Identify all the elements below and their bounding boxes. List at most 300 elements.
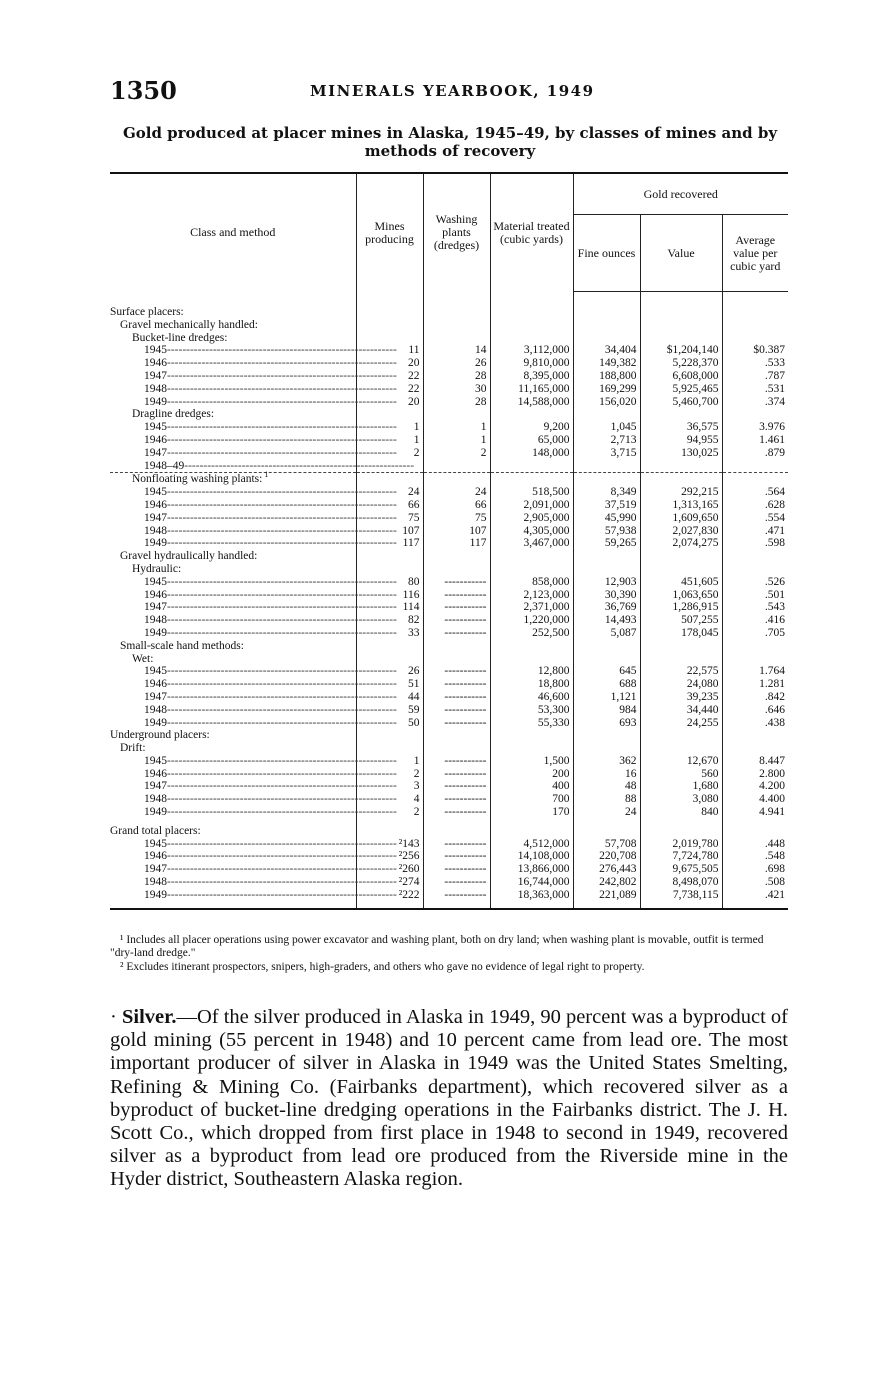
row-label: 1946------------------------------------------------------------ (144, 678, 397, 691)
row-label: 1948–49------------------------------------------------------------ (110, 460, 356, 473)
table-cell: 1,313,165 (640, 499, 722, 512)
table-cell: 1,063,650 (640, 589, 722, 602)
row-label: Bucket-line dredges: (132, 331, 228, 344)
table-cell: 858,000 (490, 576, 573, 589)
table-cell: 1.764 (722, 665, 788, 678)
table-row (110, 473, 788, 486)
table-cell: 700 (490, 793, 573, 806)
table-cell (490, 653, 573, 666)
table-cell: .448 (722, 838, 788, 851)
table-row (110, 742, 788, 755)
table-cell (356, 408, 423, 421)
table-cell: 221,089 (573, 889, 640, 902)
table-cell (722, 563, 788, 576)
table-cell: 8.447 (722, 755, 788, 768)
table-cell: 107 (423, 525, 490, 538)
table-cell: 36,575 (640, 421, 722, 434)
row-label: 1948------------------------------------------------------------ (144, 793, 397, 806)
table-cell (640, 473, 722, 486)
table-cell: $1,204,140 (640, 344, 722, 357)
silver-paragraph: · Silver.—Of the silver produced in Alaska in 1949, 90 percent was a byproduct of gold mining (55 percent in 1948) and 10 percent came from lead ore. The most important producer of silver in Alaska in 1949 was the United States Smelting, Refining & Mining Co. (Fairbanks department), which recovered silver as a byproduct of bucket-line dredging operations in the Fairbanks district. The J. H. Scott Co., which dropped from first place in 1948 to second in 1949, recovered silver as a byproduct from lead ore produced from the Riverside mine in the Hyder district, Southeastern Alaska region. (110, 1006, 788, 1191)
table-cell: 5,925,465 (640, 383, 722, 396)
table-cell (490, 332, 573, 345)
table-cell: .501 (722, 589, 788, 602)
table-row (110, 306, 788, 319)
table-cell: .646 (722, 704, 788, 717)
table-cell (423, 563, 490, 576)
table-cell: 51 (356, 678, 423, 691)
table-cell (490, 640, 573, 653)
table-cell (640, 306, 722, 319)
table-cell (573, 332, 640, 345)
table-cell (573, 563, 640, 576)
table-row (110, 780, 788, 793)
table-cell (356, 473, 423, 486)
table-cell: 645 (573, 665, 640, 678)
table-cell: .879 (722, 447, 788, 460)
table-row (110, 653, 788, 666)
table-cell: .531 (722, 383, 788, 396)
table-cell (722, 319, 788, 332)
table-cell (573, 742, 640, 755)
table-cell: $0.387 (722, 344, 788, 357)
table-cell (423, 408, 490, 421)
table-cell (640, 640, 722, 653)
table-cell: 4.200 (722, 780, 788, 793)
row-label: Hydraulic: (132, 562, 182, 575)
table-cell: 9,675,505 (640, 863, 722, 876)
row-label: 1947------------------------------------------------------------ (144, 511, 397, 524)
table-cell (423, 460, 490, 473)
table-cell: .787 (722, 370, 788, 383)
table-cell: 88 (573, 793, 640, 806)
table-cell: .471 (722, 525, 788, 538)
table-cell: 170 (490, 806, 573, 819)
table-cell: 82 (356, 614, 423, 627)
table-cell: 14 (423, 344, 490, 357)
table-cell: ----------- (423, 793, 490, 806)
table-cell: 59,265 (573, 537, 640, 550)
row-label: 1947------------------------------------------------------------ (144, 780, 397, 793)
row-label: Nonfloating washing plants: $^1$ (132, 470, 269, 486)
table-cell: 169,299 (573, 383, 640, 396)
row-label: 1947------------------------------------------------------------ (144, 601, 397, 614)
table-cell: ²143 (356, 838, 423, 851)
table-cell (573, 408, 640, 421)
table-cell (490, 729, 573, 742)
row-label: 1948------------------------------------------------------------ (144, 703, 397, 716)
table-row (110, 408, 788, 421)
row-label: Dragline dredges: (132, 408, 215, 421)
table-cell: 22 (356, 383, 423, 396)
table-body (110, 292, 788, 909)
table-row (110, 793, 788, 806)
table-cell: 12,670 (640, 755, 722, 768)
table-cell: .374 (722, 396, 788, 409)
table-cell: .421 (722, 889, 788, 902)
table-cell: .628 (722, 499, 788, 512)
table-cell: 26 (356, 665, 423, 678)
table-cell: 276,443 (573, 863, 640, 876)
table-cell: 149,382 (573, 357, 640, 370)
table-cell (640, 742, 722, 755)
table-cell (573, 473, 640, 486)
table-cell: 1 (356, 421, 423, 434)
table-cell: ----------- (423, 614, 490, 627)
table-cell (640, 460, 722, 473)
table-cell (722, 408, 788, 421)
running-title: MINERALS YEARBOOK, 1949 (310, 82, 595, 100)
table-cell: 2 (423, 447, 490, 460)
table-row (110, 563, 788, 576)
table-cell (356, 825, 423, 838)
table-cell: 16 (573, 768, 640, 781)
table-cell: 50 (356, 717, 423, 730)
table-cell: 840 (640, 806, 722, 819)
table-cell: 688 (573, 678, 640, 691)
table-row (110, 717, 788, 730)
table-row (110, 678, 788, 691)
table-cell: 14,493 (573, 614, 640, 627)
row-label: 1945------------------------------------------------------------ (144, 665, 397, 678)
table-cell: 22,575 (640, 665, 722, 678)
table-cell: 362 (573, 755, 640, 768)
table-row (110, 838, 788, 851)
table-cell: 59 (356, 704, 423, 717)
table-cell: 116 (356, 589, 423, 602)
row-label: 1949------------------------------------------------------------ (144, 806, 397, 819)
table-row (110, 665, 788, 678)
table-cell: 188,800 (573, 370, 640, 383)
table-row (110, 550, 788, 563)
table-cell: 2,713 (573, 434, 640, 447)
table-cell: 2,371,000 (490, 601, 573, 614)
table-cell (640, 408, 722, 421)
table-row (110, 806, 788, 819)
table-cell: ----------- (423, 780, 490, 793)
table-cell: ----------- (423, 889, 490, 902)
row-label: Underground placers: (110, 729, 210, 742)
table-cell (490, 306, 573, 319)
table-cell (490, 319, 573, 332)
table-cell: 75 (423, 512, 490, 525)
table-cell: 3,080 (640, 793, 722, 806)
table-cell: 3,467,000 (490, 537, 573, 550)
row-label: 1949------------------------------------------------------------ (144, 395, 397, 408)
row-label: Drift: (120, 742, 146, 755)
table-cell: 24 (573, 806, 640, 819)
row-label: 1946------------------------------------------------------------ (144, 433, 397, 446)
col-header-mines: Mines producing (356, 173, 423, 292)
table-row (110, 512, 788, 525)
row-label: Surface placers: (110, 306, 184, 318)
col-header-washing: Washing plants (dredges) (423, 173, 490, 292)
table-cell: 39,235 (640, 691, 722, 704)
table-cell: 4.941 (722, 806, 788, 819)
row-label: 1945------------------------------------------------------------ (144, 575, 397, 588)
row-label: 1947------------------------------------------------------------ (144, 863, 397, 876)
table-cell: 24,255 (640, 717, 722, 730)
table-row (110, 627, 788, 640)
table-cell: 44 (356, 691, 423, 704)
table-cell: 57,708 (573, 838, 640, 851)
table-cell: 2,123,000 (490, 589, 573, 602)
table-cell: 8,349 (573, 486, 640, 499)
table-row (110, 499, 788, 512)
table-cell: 3,112,000 (490, 344, 573, 357)
table-cell (640, 332, 722, 345)
table-cell: ----------- (423, 691, 490, 704)
table-cell: .533 (722, 357, 788, 370)
table-cell: 66 (356, 499, 423, 512)
table-cell (423, 742, 490, 755)
table-cell: 5,228,370 (640, 357, 722, 370)
table-cell (573, 653, 640, 666)
table-cell: 1.461 (722, 434, 788, 447)
table-cell: 55,330 (490, 717, 573, 730)
table-row (110, 850, 788, 863)
table-cell (573, 460, 640, 473)
table-cell: 1,680 (640, 780, 722, 793)
table-cell: ----------- (423, 589, 490, 602)
table-cell: 1 (356, 434, 423, 447)
table-cell (640, 825, 722, 838)
table-cell (356, 653, 423, 666)
table-row (110, 319, 788, 332)
table-cell: 117 (423, 537, 490, 550)
table-cell (356, 640, 423, 653)
table-cell: 20 (356, 357, 423, 370)
table-cell: ----------- (423, 576, 490, 589)
table-cell: 1,609,650 (640, 512, 722, 525)
table-cell: 11,165,000 (490, 383, 573, 396)
table-cell: 14,108,000 (490, 850, 573, 863)
table-row (110, 460, 788, 473)
table-cell (423, 306, 490, 319)
table-cell (356, 319, 423, 332)
table-cell: 220,708 (573, 850, 640, 863)
table-cell (573, 319, 640, 332)
row-label: 1947------------------------------------------------------------ (144, 690, 397, 703)
table-row (110, 876, 788, 889)
row-label: 1946------------------------------------------------------------ (144, 588, 397, 601)
table-cell (423, 332, 490, 345)
table-cell: 984 (573, 704, 640, 717)
row-label: Wet: (132, 652, 154, 665)
row-label: 1949------------------------------------------------------------ (144, 888, 397, 901)
table-cell (640, 653, 722, 666)
table-cell: 560 (640, 768, 722, 781)
table-cell: ----------- (423, 863, 490, 876)
table-cell (490, 825, 573, 838)
table-cell: 4 (356, 793, 423, 806)
table-cell: 117 (356, 537, 423, 550)
table-cell (423, 319, 490, 332)
table-cell: 22 (356, 370, 423, 383)
table-cell: .564 (722, 486, 788, 499)
table-cell: 130,025 (640, 447, 722, 460)
table-cell (573, 640, 640, 653)
paragraph-text: —Of the silver produced in Alaska in 1949, 90 percent was a byproduct of gold mining (55 percent in 1948) and 10 percent came from lead ore. The most important producer of silver in Alaska in 1949 was the United States Smelting, Refining & Mining Co. (Fairbanks department), which recovered silver as a byproduct of bucket-line dredging operations in the Fairbanks district. The J. H. Scott Co., which dropped from first place in 1948 to second in 1949, recovered silver as a byproduct from lead ore produced from the Riverside mine in the Hyder district, Southeastern Alaska region. (110, 1006, 788, 1191)
table-cell: 8,498,070 (640, 876, 722, 889)
table-row (110, 383, 788, 396)
row-label: 1949------------------------------------------------------------ (144, 626, 397, 639)
table-cell: ----------- (423, 665, 490, 678)
table-cell: 2,019,780 (640, 838, 722, 851)
table-cell: 28 (423, 370, 490, 383)
footnotes (110, 934, 788, 975)
table-cell: 28 (423, 396, 490, 409)
table-cell: ²274 (356, 876, 423, 889)
table-cell: 507,255 (640, 614, 722, 627)
table-row (110, 486, 788, 499)
table-cell: 16,744,000 (490, 876, 573, 889)
table-cell: 518,500 (490, 486, 573, 499)
table-cell: 1,220,000 (490, 614, 573, 627)
table-cell: 11 (356, 344, 423, 357)
table-cell: 24 (423, 486, 490, 499)
table-cell (356, 742, 423, 755)
table-cell (640, 550, 722, 563)
table-cell: 75 (356, 512, 423, 525)
table-cell: 1,286,915 (640, 601, 722, 614)
table-cell: ----------- (423, 627, 490, 640)
table-cell: 34,440 (640, 704, 722, 717)
row-label: 1946------------------------------------------------------------ (144, 357, 397, 370)
table-cell (640, 563, 722, 576)
table-cell: 24,080 (640, 678, 722, 691)
table-cell (722, 729, 788, 742)
table-cell (423, 825, 490, 838)
table-cell: 18,800 (490, 678, 573, 691)
table-cell (722, 550, 788, 563)
table-cell (423, 640, 490, 653)
table-cell: 2 (356, 806, 423, 819)
table-cell: 34,404 (573, 344, 640, 357)
table-row (110, 825, 788, 838)
row-label: 1945------------------------------------------------------------ (144, 754, 397, 767)
table-title: Gold produced at placer mines in Alaska, 1945–49, by classes of mines and by methods of recovery (122, 124, 778, 160)
table-cell: 45,990 (573, 512, 640, 525)
row-label: 1945------------------------------------------------------------ (144, 486, 397, 499)
table-bottom-rule (110, 902, 788, 909)
col-header-material: Material treated (cubic yards) (490, 173, 573, 292)
table-cell: 114 (356, 601, 423, 614)
table-cell: 5,460,700 (640, 396, 722, 409)
table-row (110, 691, 788, 704)
table-cell: 451,605 (640, 576, 722, 589)
table-cell: 14,588,000 (490, 396, 573, 409)
table-cell: .543 (722, 601, 788, 614)
row-label: 1945------------------------------------------------------------ (144, 421, 397, 434)
row-label: 1948------------------------------------------------------------ (144, 524, 397, 537)
table-cell: .548 (722, 850, 788, 863)
table-cell: ----------- (423, 717, 490, 730)
row-label: 1945------------------------------------------------------------ (144, 344, 397, 357)
table-cell: 8,395,000 (490, 370, 573, 383)
table-cell: 3,715 (573, 447, 640, 460)
table-cell: 46,600 (490, 691, 573, 704)
table-cell: 12,903 (573, 576, 640, 589)
table-cell: .705 (722, 627, 788, 640)
table-row (110, 576, 788, 589)
row-label: 1949------------------------------------------------------------ (144, 716, 397, 729)
table-cell: ----------- (423, 678, 490, 691)
table-cell (573, 729, 640, 742)
table-cell: .598 (722, 537, 788, 550)
table-cell (356, 550, 423, 563)
row-label: 1946------------------------------------------------------------ (144, 850, 397, 863)
table-cell (722, 653, 788, 666)
table-cell: .438 (722, 717, 788, 730)
table-cell: 693 (573, 717, 640, 730)
table-row (110, 640, 788, 653)
table-cell: 57,938 (573, 525, 640, 538)
table-cell: ----------- (423, 768, 490, 781)
table-cell: 242,802 (573, 876, 640, 889)
table-cell: 1,045 (573, 421, 640, 434)
table-cell (722, 640, 788, 653)
table-cell: .416 (722, 614, 788, 627)
table-cell: 6,608,000 (640, 370, 722, 383)
table-cell: 148,000 (490, 447, 573, 460)
row-label: Grand total placers: (110, 824, 201, 837)
table-cell (490, 408, 573, 421)
table-cell: ²260 (356, 863, 423, 876)
table-row (110, 863, 788, 876)
col-header-class: Class and method (190, 225, 276, 240)
table-cell: .554 (722, 512, 788, 525)
table-cell: ----------- (423, 838, 490, 851)
table-cell (640, 319, 722, 332)
col-header-fine-ounces: Fine ounces (573, 215, 640, 292)
row-label: 1948------------------------------------------------------------ (144, 876, 397, 889)
row-label: 1946------------------------------------------------------------ (144, 498, 397, 511)
table-cell (423, 473, 490, 486)
table-row (110, 447, 788, 460)
table-cell: 24 (356, 486, 423, 499)
table-cell: 1,500 (490, 755, 573, 768)
row-label: 1948------------------------------------------------------------ (144, 614, 397, 627)
table-cell: 107 (356, 525, 423, 538)
table-cell: 4,305,000 (490, 525, 573, 538)
table-row (110, 357, 788, 370)
table-cell: 7,738,115 (640, 889, 722, 902)
table-cell (490, 742, 573, 755)
table-row (110, 889, 788, 902)
table-cell: 4,512,000 (490, 838, 573, 851)
row-label: 1948------------------------------------------------------------ (144, 382, 397, 395)
table-row (110, 370, 788, 383)
table-row (110, 768, 788, 781)
table-cell (722, 332, 788, 345)
table-cell: 9,810,000 (490, 357, 573, 370)
col-header-gold-recovered: Gold recovered (573, 173, 788, 215)
table-cell: 3.976 (722, 421, 788, 434)
table-cell: .526 (722, 576, 788, 589)
table-cell (722, 460, 788, 473)
table-cell: .698 (722, 863, 788, 876)
table-row (110, 729, 788, 742)
table-cell: 3 (356, 780, 423, 793)
table-cell: 66 (423, 499, 490, 512)
table-cell (573, 306, 640, 319)
table-cell: 1.281 (722, 678, 788, 691)
table-cell: 1,121 (573, 691, 640, 704)
table-cell: ²222 (356, 889, 423, 902)
table-cell: 65,000 (490, 434, 573, 447)
table-cell: 80 (356, 576, 423, 589)
